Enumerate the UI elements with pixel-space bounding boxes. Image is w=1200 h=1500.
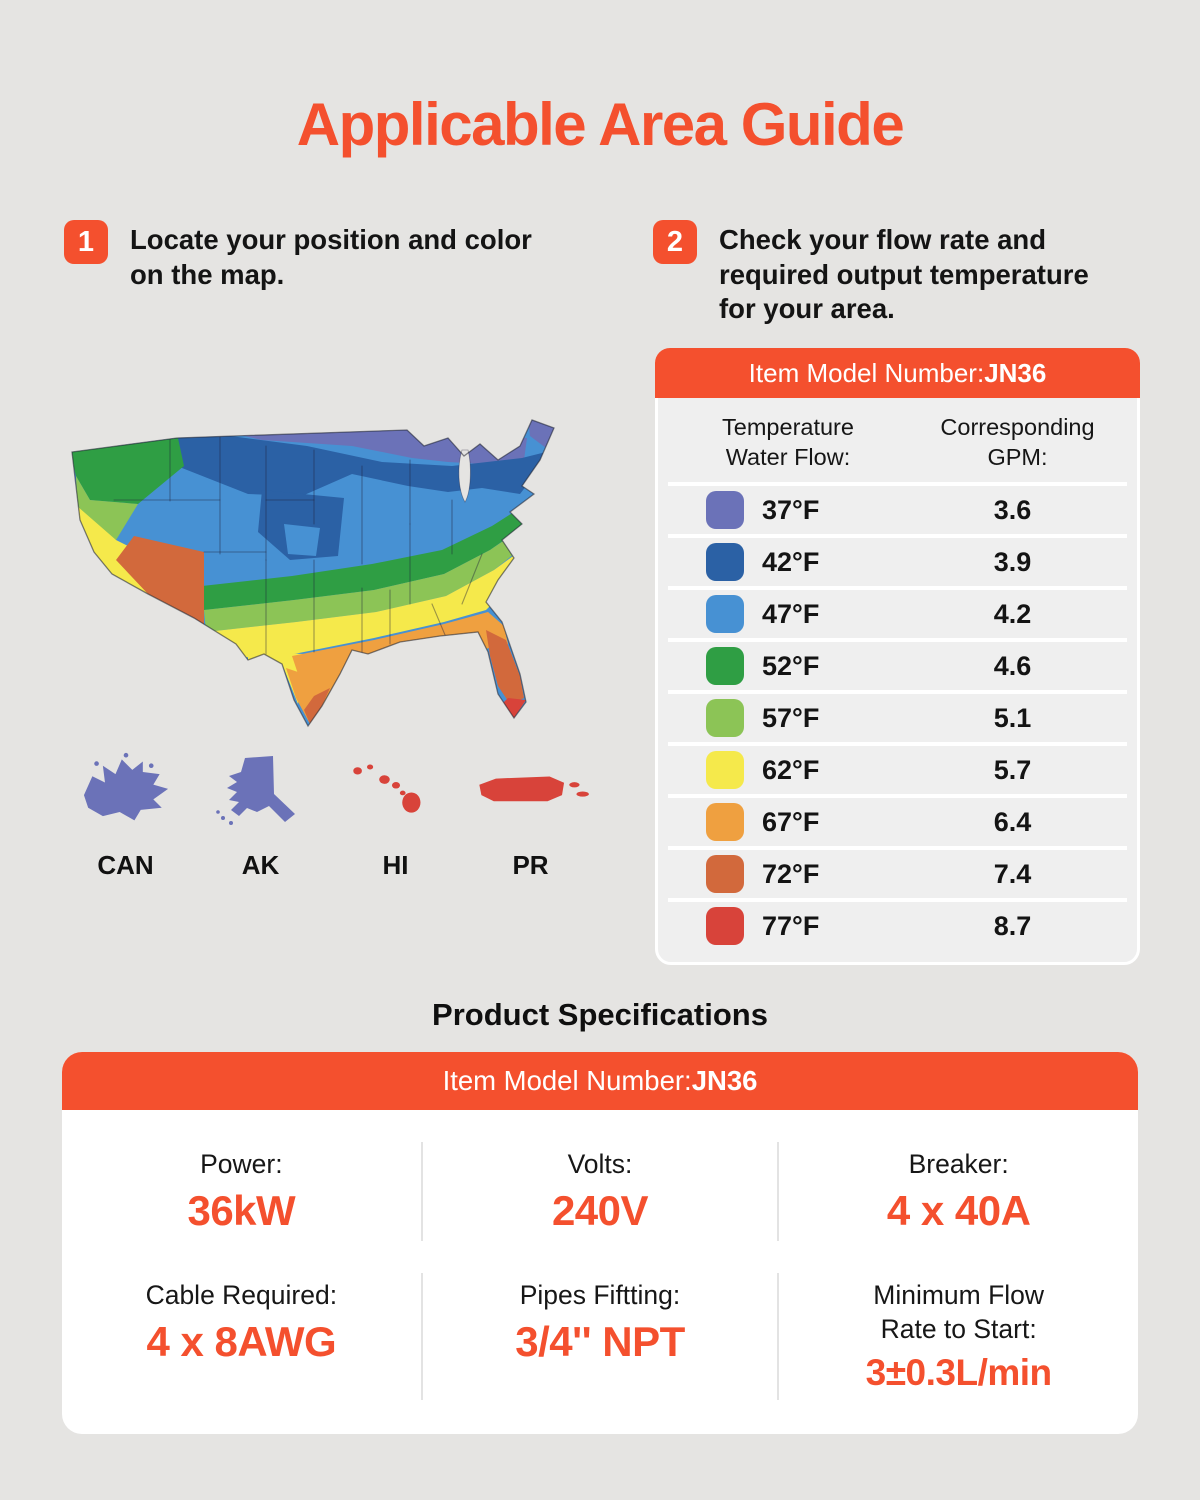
alaska-map-icon	[211, 749, 311, 835]
hawaii-map-icon	[348, 755, 444, 829]
spec-item-breaker	[779, 1142, 1138, 1241]
zone-swatch	[706, 803, 744, 841]
gpm-value: 7.4	[993, 858, 1032, 889]
mini-hawaii	[328, 744, 463, 881]
spec-item-pipes	[421, 1273, 780, 1400]
spec-label: Power:	[200, 1149, 283, 1179]
us-climate-map	[52, 404, 612, 764]
temp-value: 62°F	[762, 754, 820, 785]
table-row	[668, 742, 1127, 794]
spec-label: Pipes Fiftting:	[519, 1279, 681, 1310]
gpm-value: 4.2	[993, 598, 1032, 629]
table-row	[668, 846, 1127, 898]
flow-table-header-label: Item Model Number:	[748, 357, 985, 388]
spec-label: Breaker:	[908, 1149, 1009, 1179]
table-row	[668, 586, 1127, 638]
spec-card-header	[62, 1052, 1138, 1110]
spec-item-min-flow	[779, 1273, 1138, 1400]
zone-swatch	[706, 699, 744, 737]
temp-value: 47°F	[762, 598, 820, 629]
step-1-line-1: Locate your position and color	[130, 224, 532, 255]
table-row	[668, 690, 1127, 742]
column-header-gpm: Corresponding GPM:	[940, 414, 1095, 471]
mini-label-alaska: AK	[241, 850, 280, 880]
canada-map-icon	[73, 751, 179, 833]
spec-value: 3/4'' NPT	[515, 1317, 685, 1365]
mini-label-puerto-rico: PR	[512, 850, 549, 880]
step-2	[653, 220, 1153, 327]
table-row	[668, 638, 1127, 690]
spec-row-2	[62, 1249, 1138, 1434]
flow-table-column-headers	[658, 398, 1137, 482]
spec-label: Cable Required:	[145, 1279, 338, 1310]
temp-value: 67°F	[762, 806, 820, 837]
spec-row-1	[62, 1110, 1138, 1249]
table-row	[668, 898, 1127, 950]
product-specs-card	[62, 1052, 1138, 1434]
gpm-value: 8.7	[993, 910, 1032, 941]
gpm-value: 3.9	[993, 546, 1032, 577]
temp-value: 37°F	[762, 494, 820, 525]
zone-swatch	[706, 907, 744, 945]
gpm-value: 4.6	[993, 650, 1032, 681]
temp-value: 57°F	[762, 702, 820, 733]
spec-item-power	[62, 1142, 421, 1241]
table-row	[668, 794, 1127, 846]
mini-label-canada: CAN	[97, 850, 154, 880]
temp-value: 52°F	[762, 650, 820, 681]
spec-label: Minimum Flow Rate to Start:	[873, 1279, 1045, 1344]
mini-canada	[58, 744, 193, 881]
step-1-line-2: on the map.	[130, 258, 285, 290]
zone-swatch	[706, 855, 744, 893]
gpm-value: 3.6	[993, 494, 1032, 525]
zone-swatch	[706, 595, 744, 633]
zone-swatch	[706, 647, 744, 685]
temp-value: 42°F	[762, 546, 820, 577]
step-2-line-1: Check your flow rate and	[719, 224, 1047, 255]
zone-swatch	[706, 491, 744, 529]
step-2-badge: 2	[653, 220, 697, 264]
flow-table-rows	[668, 482, 1127, 962]
flow-table-model-number: JN36	[984, 357, 1047, 388]
spec-value: 240V	[551, 1186, 649, 1234]
flow-rate-table-card	[655, 348, 1140, 965]
spec-header-label: Item Model Number:	[442, 1065, 692, 1096]
mini-label-hawaii: HI	[382, 850, 409, 880]
step-2-line-2: required output temperature	[719, 258, 1089, 290]
zone-77f-florida-tip	[502, 698, 526, 718]
mini-maps-row	[58, 744, 598, 881]
spec-label: Volts:	[567, 1149, 633, 1179]
gpm-value: 6.4	[993, 806, 1032, 837]
spec-item-cable	[62, 1273, 421, 1400]
temp-value: 77°F	[762, 910, 820, 941]
puerto-rico-map-icon	[469, 764, 593, 820]
gpm-value: 5.1	[993, 702, 1032, 733]
column-header-temperature: Temperature Water Flow:	[722, 414, 854, 471]
mini-puerto-rico	[463, 744, 598, 881]
zone-47f-utah	[284, 524, 320, 556]
spec-value: 36kW	[187, 1186, 296, 1234]
mini-alaska	[193, 744, 328, 881]
spec-value: 4 x 40A	[886, 1186, 1031, 1234]
table-row	[668, 482, 1127, 534]
zone-swatch	[706, 543, 744, 581]
step-2-text	[719, 220, 1089, 327]
step-2-line-3: for your area.	[719, 293, 895, 325]
product-specs-heading: Product Specifications	[432, 997, 768, 1032]
page-title: Applicable Area Guide	[296, 91, 904, 158]
spec-value: 3±0.3L/min	[865, 1351, 1052, 1393]
gpm-value: 5.7	[993, 754, 1032, 785]
table-row	[668, 534, 1127, 586]
spec-value: 4 x 8AWG	[146, 1317, 337, 1365]
us-climate-map-svg	[52, 404, 612, 764]
step-1-badge: 1	[64, 220, 108, 264]
spec-item-volts	[421, 1142, 780, 1241]
temp-value: 72°F	[762, 858, 820, 889]
step-1-text	[130, 220, 532, 292]
flow-table-header	[655, 348, 1140, 398]
spec-model-number: JN36	[691, 1065, 758, 1096]
step-1	[64, 220, 604, 292]
zone-swatch	[706, 751, 744, 789]
